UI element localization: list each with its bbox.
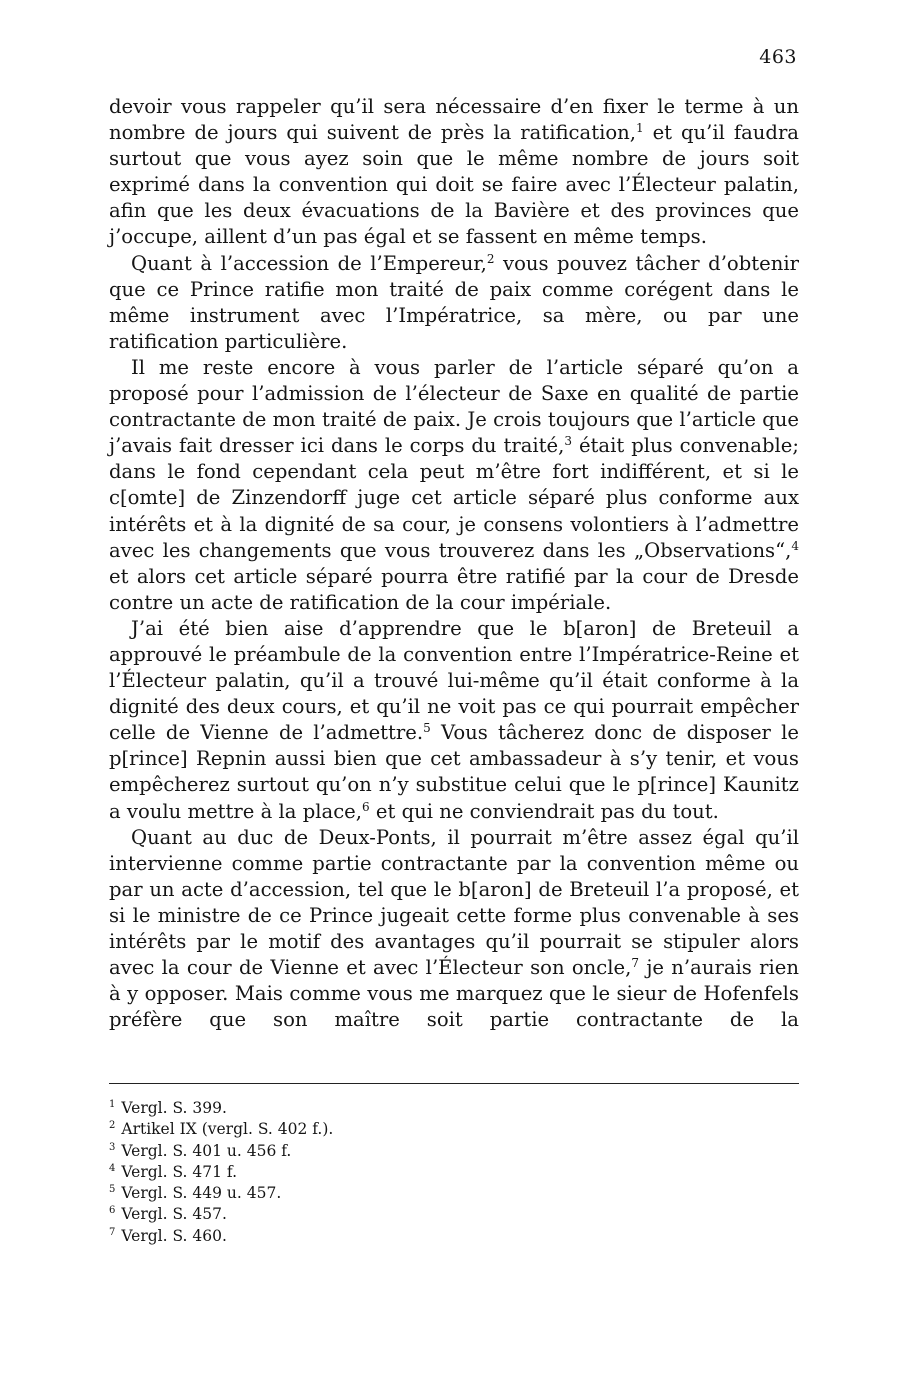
paragraph [109,94,799,251]
footnote [109,1141,609,1162]
text-segment: était plus convenable; dans le fond cependant cela peut m’être fort indifférent, et si le c[omte] de Zinzendorff juge cet article séparé plus conforme aux intérêts et à la dignité de sa cour, je consens volontiers à l’admettre avec les changements que vous trouverez dans les „Observations“, [109,434,799,562]
footnotes [109,1098,609,1247]
footnote-number: 4 [109,1162,116,1174]
footnote-text: Vergl. S. 401 u. 456 f. [121,1141,292,1160]
text-segment: et qu’il faudra surtout que vous ayez soin que le même nombre de jours soit exprimé dans la convention qui doit se faire avec l’Électeur palatin, afin que les deux évacuations de la Bavière et des provinces que j’occupe, aillent d’un pas égal et se fassent en même temps. [109,121,799,249]
paragraph [109,616,799,825]
footnote-number: 7 [109,1226,116,1238]
footnote [109,1119,609,1140]
paragraph [109,251,799,355]
footnote-number: 6 [109,1205,116,1217]
text-segment: devoir vous rappeler qu’il sera nécessaire d’en fixer le terme à un nombre de jours qui suivent de près la ratification, [109,95,799,145]
footnote-reference: 7 [631,956,639,971]
footnote-reference: 6 [362,799,370,814]
footnote-number: 1 [109,1099,116,1110]
footnote-number: 5 [109,1184,116,1196]
text-segment: Il me reste encore à vous parler de l’article séparé qu’on a proposé pour l’admission de l’électeur de Saxe en qualité de partie contractante de mon traité de paix. Je crois toujours que l’article que j’avais fait dresser ici dans le corps du traité, [109,355,799,458]
paragraph [109,355,799,616]
footnote [109,1183,609,1204]
footnote [109,1162,609,1183]
footnote-text: Vergl. S. 460. [121,1226,227,1245]
paragraph [109,825,799,1034]
text-segment: vous pouvez tâcher d’obtenir que ce Prince ratifie mon traité de paix comme corégent dans le même instrument avec l’Impératrice, sa mère, ou par une ratification particulière. [109,251,799,353]
footnote-text: Artikel IX (vergl. S. 402 f.). [121,1120,334,1139]
footnote-text: Vergl. S. 471 f. [121,1162,238,1181]
footnote-reference: 5 [423,721,431,736]
footnote-divider [109,1083,799,1084]
footnote-text: Vergl. S. 449 u. 457. [121,1184,282,1203]
text-segment: Quant au duc de Deux-Ponts, il pourrait m’être assez égal qu’il intervienne comme partie contractante par la convention même ou par un acte d’accession, tel que le b[aron] de Breteuil l’a proposé, et si le ministre de ce Prince jugeait cette forme plus convenable à ses intérêts par le motif des avantages qu’il pourrait se stipuler alors avec la cour de Vienne et avec l’Électeur son oncle, [109,825,799,980]
footnote-text: Vergl. S. 457. [121,1205,227,1224]
footnote [109,1204,609,1225]
footnote [109,1226,609,1247]
text-segment: Vous tâcherez donc de disposer le p[rince] Repnin aussi bien que cet ambassadeur à s’y tenir, et vous empêcherez surtout qu’on n’y substitue celui que le p[rince] Kaunitz a voulu mettre à la place, [109,721,799,823]
text-segment: J’ai été bien aise d’apprendre que le b[aron] de Breteuil a approuvé le préambule de la convention entre l’Impératrice-Reine et l’Électeur palatin, qu’il a trouvé lui-même qu’il était conforme à la dignité des deux cours, et qu’il ne voit pas ce qui pourrait empêcher celle de Vienne de l’admettre. [109,616,799,745]
text-segment: et alors cet article séparé pourra être ratifié par la cour de Dresde contre un acte de ratification de la cour impériale. [109,564,799,614]
footnote-number: 3 [109,1141,116,1153]
text-segment: Quant à l’accession de l’Empereur, [131,251,487,275]
text-segment: je n’aurais rien à y opposer. Mais comme vous me marquez que le sieur de Hofenfels préfère que son maître soit partie contractante de la [109,956,799,1032]
footnote-reference: 1 [635,121,644,136]
footnote-number: 2 [109,1120,116,1132]
footnote-reference: 3 [564,434,572,449]
footnote-reference: 4 [791,538,799,553]
footnote [109,1098,609,1119]
footnote-reference: 2 [486,251,495,266]
footnote-text: Vergl. S. 399. [121,1099,227,1117]
text-segment: et qui ne conviendrait pas du tout. [369,799,719,823]
page-number: 463 [759,46,797,68]
main-text [109,94,799,1033]
